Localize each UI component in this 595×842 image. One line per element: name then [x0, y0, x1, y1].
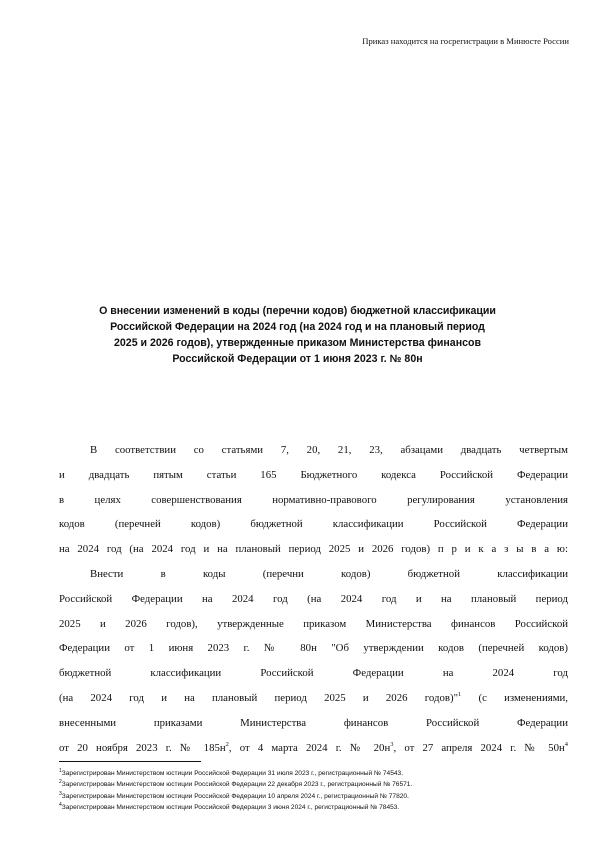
footnote [59, 791, 579, 802]
footnote-text: Зарегистрирован Министерством юстиции Российской Федерации 10 апреля 2024 г., регистрационный № 77820. [61, 792, 409, 800]
footnote-text: Зарегистрирован Министерством юстиции Российской Федерации 22 декабря 2023 г., регистрационный № 76571. [61, 781, 413, 789]
footnotes [59, 768, 579, 814]
text-fragment: , от 4 марта 2024 г. № 20н [228, 741, 391, 754]
title-line: Российской Федерации на 2024 год (на 2024 год и на плановый период [110, 321, 485, 333]
footnote-text: Зарегистрирован Министерством юстиции Российской Федерации 31 июля 2023 г., регистрационный № 74543. [61, 770, 404, 777]
paragraph-line: кодов (перечней кодов) бюджетной классификации Российской Федерации [59, 518, 568, 531]
document-body [59, 438, 568, 760]
paragraph-line: внесенными приказами Министерства финансов Российской Федерации [59, 716, 568, 729]
footnote-ref[interactable]: 1 [457, 690, 462, 698]
paragraph-line: в целях совершенствования нормативно-правового регулирования установления [59, 493, 568, 506]
paragraph-line: Федерации от 1 июня 2023 г. № 80н "Об утверждении кодов (перечней кодов) [59, 642, 568, 655]
text-fragment: (на 2024 год и на плановый период 2025 и 2026 годов)" [59, 691, 458, 704]
footnote-text: Зарегистрирован Министерством юстиции Российской Федерации 3 июня 2024 г., регистрационный № 78453. [61, 804, 400, 812]
title-line: Российской Федерации от 1 июня 2023 г. № 80н [172, 353, 423, 365]
paragraph-legal-basis [59, 438, 568, 562]
footnote-mark: 4 [59, 802, 62, 809]
footnote-mark: 2 [59, 779, 62, 786]
footnote-mark: 3 [59, 790, 62, 797]
footnote-ref[interactable]: 3 [390, 740, 394, 748]
text-fragment: от 20 ноября 2023 г. № 185н [59, 741, 226, 754]
paragraph-line: 2025 и 2026 годов), утвержденные приказом Министерства финансов Российской [59, 617, 568, 630]
title-line: О внесении изменений в коды (перечни кодов) бюджетной классификации [99, 305, 496, 317]
paragraph-line: Российской Федерации на 2024 год (на 2024 год и на плановый период [59, 592, 568, 605]
paragraph-line [59, 736, 568, 761]
footnote-ref[interactable]: 4 [564, 740, 568, 748]
paragraph-line: бюджетной классификации Российской Федерации на 2024 год [59, 667, 568, 680]
footnote [59, 768, 579, 779]
footnote-mark: 1 [59, 768, 62, 774]
text-fragment: (с изменениями, [461, 691, 569, 704]
footnote [59, 802, 579, 813]
title-line: 2025 и 2026 годов), утвержденные приказом Министерства финансов [114, 337, 481, 349]
text-fragment: , от 27 апреля 2024 г. № 50н [393, 741, 565, 754]
footnote-divider [59, 761, 201, 762]
footnote [59, 779, 579, 790]
paragraph-line [59, 686, 568, 711]
paragraph-line: и двадцать пятым статьи 165 Бюджетного кодекса Российской Федерации [59, 468, 568, 481]
paragraph-line: В соответствии со статьями 7, 20, 21, 23, абзацами двадцать четвертым [90, 444, 568, 456]
paragraph-line: Внести в коды (перечни кодов) бюджетной классификации [90, 567, 568, 580]
registration-note: Приказ находится на госрегистрации в Минюсте России [362, 36, 569, 46]
paragraph-line: на 2024 год (на 2024 год и на плановый период 2025 и 2026 годов) п р и к а з ы в а ю: [59, 543, 568, 556]
paragraph-order-text [59, 562, 568, 760]
footnote-ref[interactable]: 2 [225, 740, 229, 748]
document-title [60, 303, 535, 367]
